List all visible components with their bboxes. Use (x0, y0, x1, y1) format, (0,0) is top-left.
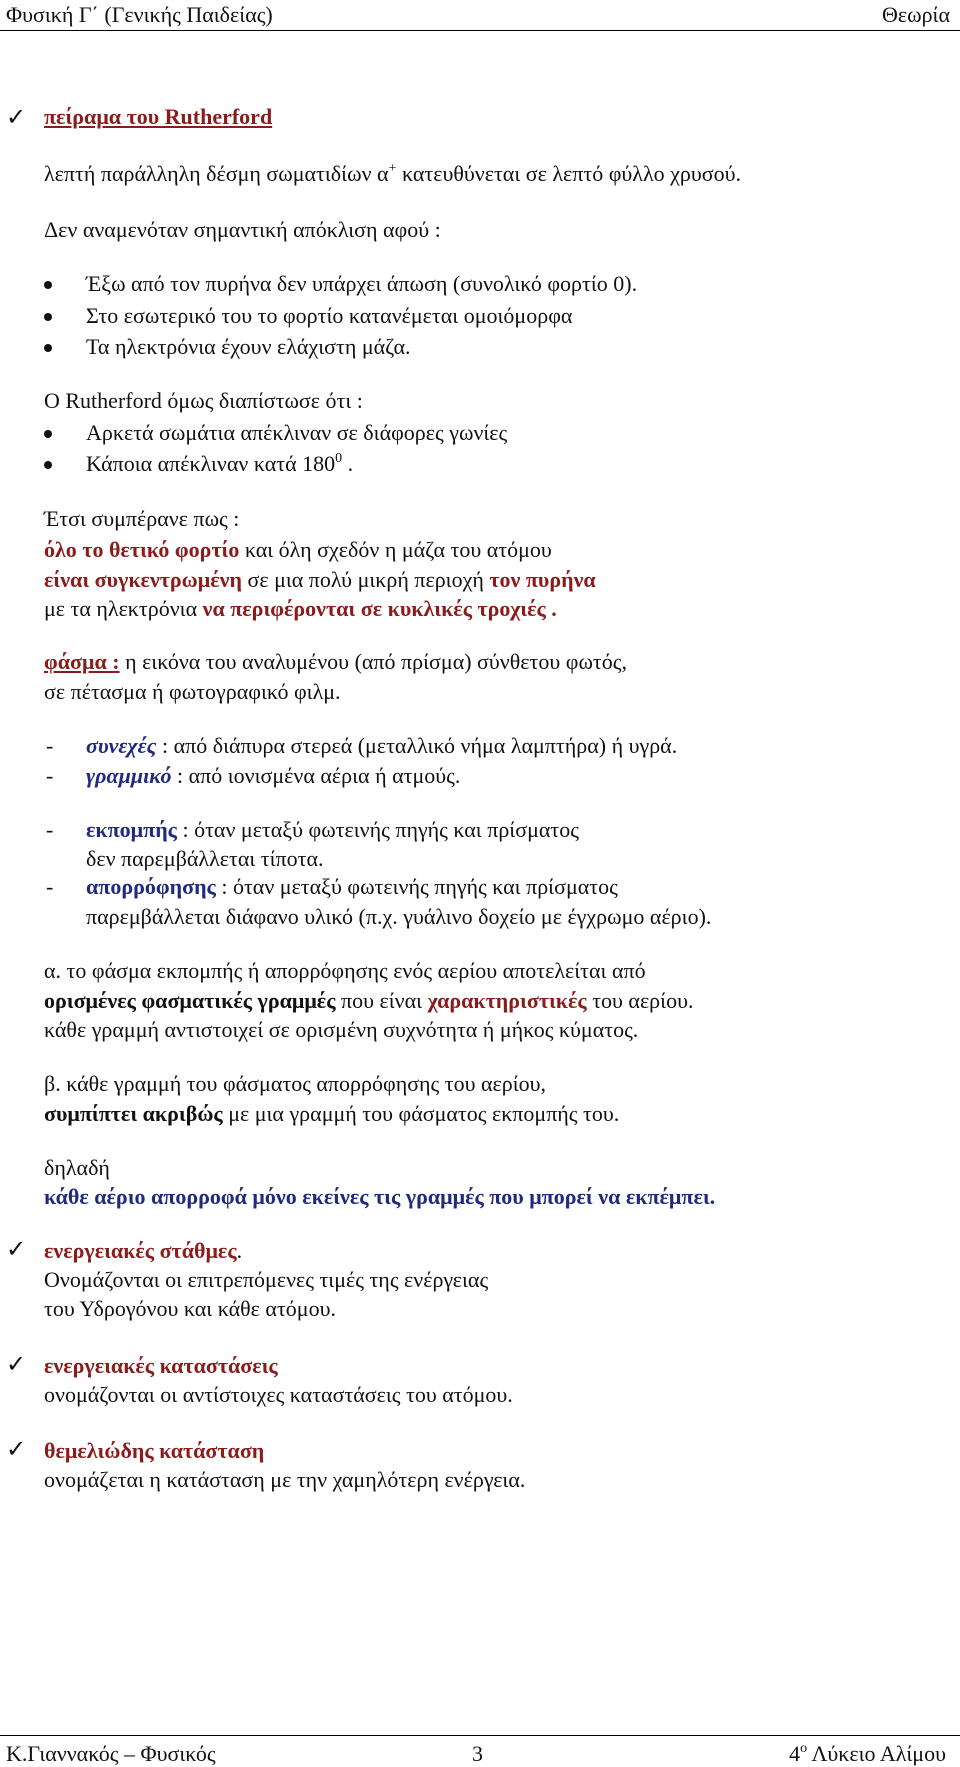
dash-marker: - (46, 874, 54, 899)
footer-author: Κ.Γιαννακός – Φυσικός (6, 1741, 216, 1766)
conclusion-line-2: είναι συγκεντρωμένη σε μια πολύ μικρή περιοχή τον πυρήνα (44, 567, 596, 592)
energy-states-line-1: ονομάζονται οι αντίστοιχες καταστάσεις του ατόμου. (44, 1382, 513, 1407)
dash-marker: - (46, 733, 54, 758)
conclusion-intro: Έτσι συμπέρανε πως : (44, 506, 240, 531)
page-header (0, 0, 960, 31)
spectrum-definition: φάσμα : η εικόνα του αναλυμένου (από πρίσμα) σύνθετου φωτός, (44, 649, 627, 674)
rutherford-line-2: Δεν αναμενόταν σημαντική απόκλιση αφού : (44, 217, 441, 242)
check-icon: ✓ (6, 1352, 27, 1378)
point-a-line-3: κάθε γραμμή αντιστοιχεί σε ορισμένη συχνότητα ή μήκος κύματος. (44, 1017, 639, 1042)
absorption-spectrum-2: παρεμβάλλεται διάφανο υλικό (π.χ. γυάλινο δοχείο με έγχρωμο αέριο). (86, 904, 712, 929)
point-a-line-1: α. το φάσμα εκπομπής ή απορρόφησης ενός αερίου αποτελείται από (44, 958, 646, 983)
ground-state-line-1: ονομάζεται η κατάσταση με την χαμηλότερη ενέργεια. (44, 1467, 526, 1492)
bullet-dot (44, 313, 52, 321)
energy-levels-title: ενεργειακές στάθμες. (44, 1238, 243, 1263)
emission-spectrum-2: δεν παρεμβάλλεται τίποτα. (86, 846, 324, 871)
dash-marker: - (46, 817, 54, 842)
bullet-dot (44, 430, 52, 438)
bullet-dot (44, 344, 52, 352)
dash-marker: - (46, 763, 54, 788)
energy-levels-line-1: Ονομάζονται οι επιτρεπόμενες τιμές της ενέργειας (44, 1267, 489, 1292)
bullet-item: Τα ηλεκτρόνια έχουν ελάχιστη μάζα. (86, 334, 411, 359)
bullet-item: Έξω από τον πυρήνα δεν υπάρχει άπωση (συνολικό φορτίο 0). (86, 271, 638, 296)
point-b-line-1: β. κάθε γραμμή του φάσματος απορρόφησης του αερίου, (44, 1071, 547, 1096)
rutherford-line-1: λεπτή παράλληλη δέσμη σωματιδίων α+ κατευθύνεται σε λεπτό φύλλο χρυσού. (44, 161, 742, 186)
emission-spectrum: εκπομπής : όταν μεταξύ φωτεινής πηγής και πρίσματος (86, 817, 579, 842)
continuous-spectrum: συνεχές : από διάπυρα στερεά (μεταλλικό νήμα λαμπτήρα) ή υγρά. (86, 733, 678, 758)
page-number: 3 (472, 1741, 483, 1766)
conclusion-line-1: όλο το θετικό φορτίο και όλη σχεδόν η μάζα του ατόμου (44, 537, 552, 562)
ground-state-title: θεμελιώδης κατάσταση (44, 1438, 265, 1463)
bullet-item: Κάποια απέκλιναν κατά $180^0$ . (86, 451, 354, 476)
energy-states-title: ενεργειακές καταστάσεις (44, 1353, 278, 1378)
check-icon: ✓ (6, 105, 27, 131)
rutherford-title: πείραμα του Rutherford (44, 104, 273, 129)
conclusion-line-3: με τα ηλεκτρόνια να περιφέρονται σε κυκλικές τροχιές . (44, 596, 557, 621)
key-statement: κάθε αέριο απορροφά μόνο εκείνες τις γραμμές που μπορεί να εκπέμπει. (44, 1184, 716, 1209)
absorption-spectrum: απορρόφησης : όταν μεταξύ φωτεινής πηγής και πρίσματος (86, 874, 618, 899)
that-is: δηλαδή (44, 1155, 110, 1180)
bullet-dot (44, 461, 52, 469)
check-icon: ✓ (6, 1437, 27, 1463)
header-course-title: Φυσική Γ΄ (Γενικής Παιδείας) (6, 2, 273, 27)
point-a-line-2: ορισμένες φασματικές γραμμές που είναι χαρακτηριστικές του αερίου. (44, 988, 694, 1013)
line-spectrum: γραμμικό : από ιονισμένα αέρια ή ατμούς. (86, 763, 461, 788)
spectrum-definition-2: σε πέτασμα ή φωτογραφικό φιλμ. (44, 679, 341, 704)
energy-levels-line-2: του Υδρογόνου και κάθε ατόμου. (44, 1296, 336, 1321)
header-section-label: Θεωρία (881, 2, 950, 27)
rutherford-observation-intro: Ο Rutherford όμως διαπίστωσε ότι : (44, 388, 363, 413)
check-icon: ✓ (6, 1237, 27, 1263)
bullet-item: Αρκετά σωμάτια απέκλιναν σε διάφορες γωνίες (86, 420, 508, 445)
footer-school: $4^o$ Λύκειο Αλίμου (789, 1741, 946, 1766)
bullet-item: Στο εσωτερικό του το φορτίο κατανέμεται ομοιόμορφα (86, 303, 573, 328)
bullet-dot (44, 281, 52, 289)
page-footer (0, 1735, 960, 1766)
point-b-line-2: συμπίπτει ακριβώς με μια γραμμή του φάσματος εκπομπής του. (44, 1101, 620, 1126)
